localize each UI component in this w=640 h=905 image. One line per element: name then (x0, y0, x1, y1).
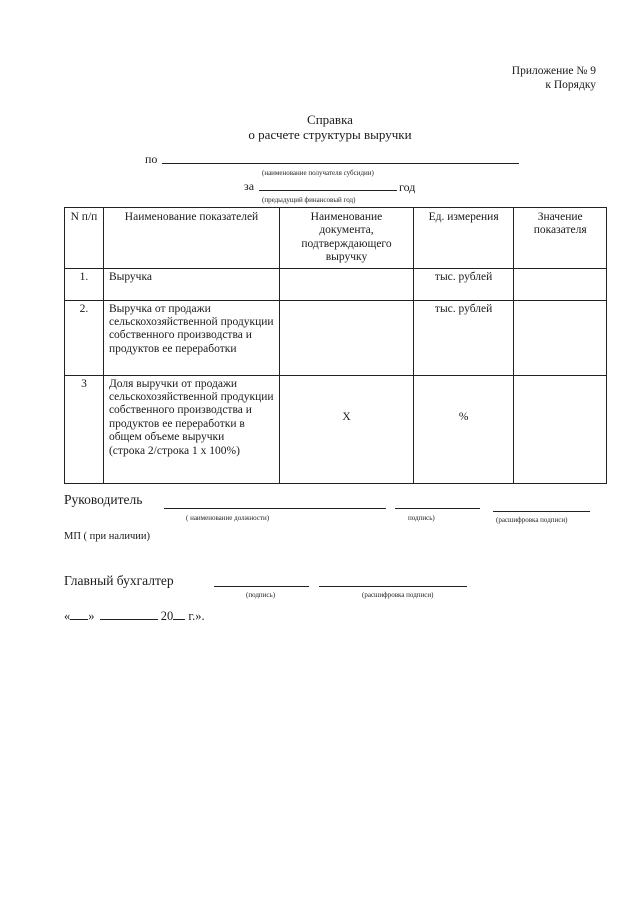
period-caption: (предыдущий финансовый год) (262, 196, 356, 204)
row-1-unit: тыс. рублей (413, 268, 514, 300)
row-3-value (514, 375, 607, 483)
date-close-quote: » (88, 609, 95, 623)
accountant-label: Главный бухгалтер (64, 573, 174, 588)
head-label: Руководитель (64, 492, 143, 507)
year-suffix: г.». (188, 609, 205, 623)
header-document-name: Наименование документа, подтверждающего выручку (280, 208, 414, 269)
annex-header (512, 64, 596, 92)
table-row (65, 300, 607, 375)
recipient-fill-line (162, 163, 519, 164)
head-decoding-caption: (расшифровка подписи) (496, 516, 568, 524)
row-3-number: 3 (65, 375, 104, 483)
accountant-decoding-caption: (расшифровка подписи) (362, 591, 434, 599)
table-row (65, 268, 607, 300)
row-2-number: 2. (65, 300, 104, 375)
date-open-quote: « (64, 609, 71, 623)
row-1-document (280, 268, 414, 300)
year-prefix: 20 (160, 609, 174, 623)
annex-line-2: к Порядку (545, 79, 596, 91)
row-2-document (280, 300, 414, 375)
annex-line-1: Приложение № 9 (511, 65, 596, 77)
head-decoding-line (493, 511, 590, 512)
row-3-formula: (строка 2/строка 1 x 100%) (108, 444, 240, 457)
year-fill-line (173, 619, 185, 620)
head-position-caption: ( наименование должности) (186, 514, 270, 522)
head-signature-line (395, 508, 480, 509)
recipient-prefix: по (145, 152, 158, 166)
row-3-name-cell (103, 375, 279, 483)
period-fill-line (259, 190, 397, 191)
title-line-1: Справка (307, 112, 353, 127)
day-fill-line (70, 619, 88, 620)
table-header-row (65, 208, 607, 269)
row-3-document: X (280, 375, 414, 483)
accountant-signature-line (214, 586, 309, 587)
month-fill-line (100, 619, 158, 620)
stamp-label: МП ( при наличии) (64, 531, 151, 542)
period-suffix: год (399, 180, 416, 194)
row-1-number: 1. (65, 268, 104, 300)
row-2-unit: тыс. рублей (413, 300, 514, 375)
head-position-line (164, 508, 386, 509)
row-1-name: Выручка (103, 268, 279, 300)
table-row (65, 375, 607, 483)
header-value: Значение показателя (514, 208, 607, 269)
title-line-2: о расчете структуры выручки (248, 127, 412, 142)
accountant-signature-caption: (подпись) (246, 591, 276, 599)
head-signature-caption: подпись) (408, 514, 435, 522)
row-3-name: Доля выручки от продажи сельскохозяйственной продукции собственного производства и продуктов ее переработки в общем объеме выручки (108, 377, 274, 444)
header-unit: Ед. измерения (413, 208, 514, 269)
header-indicator-name: Наименование показателей (103, 208, 279, 269)
period-prefix: за (244, 179, 255, 193)
header-number: N п/п (65, 208, 104, 269)
row-1-value (514, 268, 607, 300)
row-2-value (514, 300, 607, 375)
date-line (64, 609, 205, 624)
row-2-name: Выручка от продажи сельскохозяйственной продукции собственного производства и продуктов ее переработки (103, 300, 279, 375)
accountant-decoding-line (319, 586, 467, 587)
recipient-caption: (наименование получателя субсидии) (262, 169, 374, 177)
row-3-unit: % (413, 375, 514, 483)
document-title (0, 112, 640, 142)
revenue-structure-table (64, 207, 607, 484)
